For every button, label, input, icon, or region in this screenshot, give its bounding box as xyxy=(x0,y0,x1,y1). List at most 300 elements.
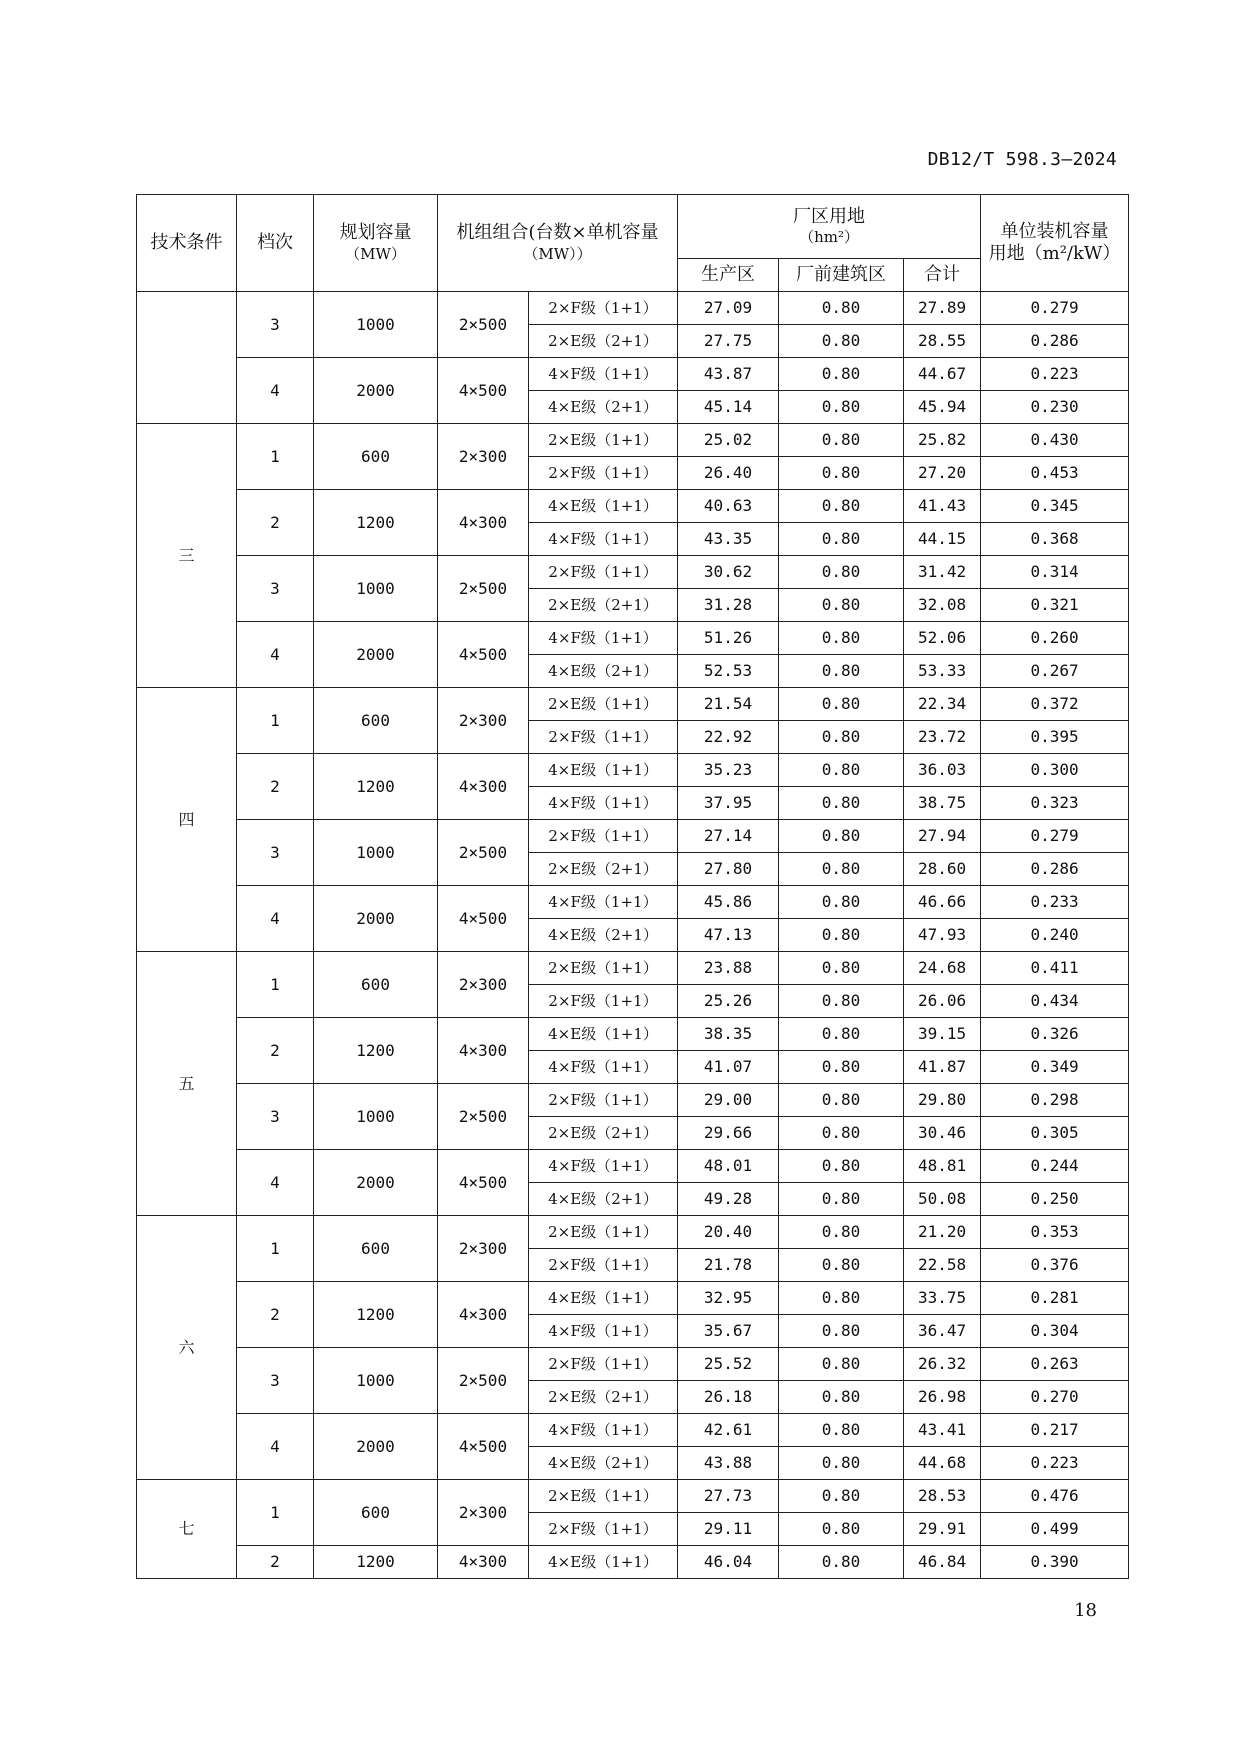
capacity-cell: 600 xyxy=(314,1480,438,1546)
total-area-cell: 48.81 xyxy=(904,1150,981,1183)
table-row xyxy=(137,1150,1129,1183)
unit-land-cell: 0.270 xyxy=(981,1381,1129,1414)
production-area-cell: 41.07 xyxy=(678,1051,779,1084)
unit-type-cell: 2×E级（2+1） xyxy=(529,1117,678,1150)
front-area-cell: 0.80 xyxy=(779,490,904,523)
capacity-cell: 1000 xyxy=(314,1348,438,1414)
tier-cell: 3 xyxy=(237,820,314,886)
production-area-cell: 27.75 xyxy=(678,325,779,358)
front-area-cell: 0.80 xyxy=(779,1216,904,1249)
combo-cell: 2×500 xyxy=(438,292,529,358)
unit-land-cell: 0.304 xyxy=(981,1315,1129,1348)
production-area-cell: 43.87 xyxy=(678,358,779,391)
capacity-cell: 1000 xyxy=(314,292,438,358)
total-area-cell: 41.43 xyxy=(904,490,981,523)
production-area-cell: 27.73 xyxy=(678,1480,779,1513)
total-area-cell: 44.68 xyxy=(904,1447,981,1480)
table-row xyxy=(137,1480,1129,1513)
unit-type-cell: 2×E级（1+1） xyxy=(529,952,678,985)
unit-land-cell: 0.286 xyxy=(981,853,1129,886)
combo-cell: 4×500 xyxy=(438,358,529,424)
production-area-cell: 45.86 xyxy=(678,886,779,919)
front-area-cell: 0.80 xyxy=(779,1150,904,1183)
production-area-cell: 21.54 xyxy=(678,688,779,721)
total-area-cell: 39.15 xyxy=(904,1018,981,1051)
tier-cell: 2 xyxy=(237,1546,314,1579)
unit-type-cell: 4×E级（1+1） xyxy=(529,1282,678,1315)
total-area-cell: 47.93 xyxy=(904,919,981,952)
header-production: 生产区 xyxy=(678,259,779,292)
header-combo xyxy=(438,195,678,292)
unit-type-cell: 2×F级（1+1） xyxy=(529,1513,678,1546)
total-area-cell: 26.98 xyxy=(904,1381,981,1414)
unit-land-cell: 0.434 xyxy=(981,985,1129,1018)
unit-land-cell: 0.217 xyxy=(981,1414,1129,1447)
combo-cell: 2×300 xyxy=(438,688,529,754)
header-total: 合计 xyxy=(904,259,981,292)
table-row xyxy=(137,1216,1129,1249)
combo-cell: 4×500 xyxy=(438,1414,529,1480)
table-row xyxy=(137,820,1129,853)
front-area-cell: 0.80 xyxy=(779,1513,904,1546)
unit-type-cell: 4×E级（2+1） xyxy=(529,1183,678,1216)
table-row xyxy=(137,424,1129,457)
unit-type-cell: 4×F级（1+1） xyxy=(529,622,678,655)
tier-cell: 4 xyxy=(237,886,314,952)
total-area-cell: 36.47 xyxy=(904,1315,981,1348)
unit-land-cell: 0.453 xyxy=(981,457,1129,490)
total-area-cell: 52.06 xyxy=(904,622,981,655)
total-area-cell: 28.53 xyxy=(904,1480,981,1513)
capacity-cell: 2000 xyxy=(314,358,438,424)
unit-land-cell: 0.372 xyxy=(981,688,1129,721)
front-area-cell: 0.80 xyxy=(779,1447,904,1480)
production-area-cell: 25.26 xyxy=(678,985,779,1018)
production-area-cell: 29.00 xyxy=(678,1084,779,1117)
capacity-cell: 2000 xyxy=(314,1150,438,1216)
unit-type-cell: 4×E级（1+1） xyxy=(529,1546,678,1579)
production-area-cell: 23.88 xyxy=(678,952,779,985)
total-area-cell: 27.89 xyxy=(904,292,981,325)
unit-type-cell: 2×E级（2+1） xyxy=(529,589,678,622)
tier-cell: 1 xyxy=(237,688,314,754)
tier-cell: 2 xyxy=(237,490,314,556)
front-area-cell: 0.80 xyxy=(779,1084,904,1117)
table-row xyxy=(137,1018,1129,1051)
tier-cell: 4 xyxy=(237,1150,314,1216)
unit-land-cell: 0.300 xyxy=(981,754,1129,787)
combo-cell: 4×500 xyxy=(438,886,529,952)
production-area-cell: 49.28 xyxy=(678,1183,779,1216)
header-unit-land xyxy=(981,195,1129,292)
production-area-cell: 31.28 xyxy=(678,589,779,622)
tier-cell: 1 xyxy=(237,424,314,490)
production-area-cell: 27.80 xyxy=(678,853,779,886)
unit-type-cell: 2×F级（1+1） xyxy=(529,1249,678,1282)
tier-cell: 1 xyxy=(237,1480,314,1546)
combo-cell: 4×300 xyxy=(438,1018,529,1084)
document-code: DB12/T 598.3—2024 xyxy=(927,149,1117,170)
header-combo-label: 机组组合(台数×单机容量 xyxy=(456,222,659,244)
unit-land-cell: 0.260 xyxy=(981,622,1129,655)
combo-cell: 2×500 xyxy=(438,820,529,886)
front-area-cell: 0.80 xyxy=(779,1480,904,1513)
header-tier: 档次 xyxy=(237,195,314,292)
header-capacity-label: 规划容量 xyxy=(339,222,412,244)
header-condition: 技术条件 xyxy=(137,195,237,292)
header-combo-unit: （MW）） xyxy=(523,244,592,263)
unit-type-cell: 4×F级（1+1） xyxy=(529,1315,678,1348)
production-area-cell: 29.66 xyxy=(678,1117,779,1150)
header-area-unit: （hm²） xyxy=(799,228,859,247)
combo-cell: 2×300 xyxy=(438,424,529,490)
tier-cell: 4 xyxy=(237,358,314,424)
total-area-cell: 38.75 xyxy=(904,787,981,820)
unit-type-cell: 2×F级（1+1） xyxy=(529,1084,678,1117)
table-row xyxy=(137,1282,1129,1315)
table-row xyxy=(137,1084,1129,1117)
unit-land-cell: 0.499 xyxy=(981,1513,1129,1546)
tier-cell: 3 xyxy=(237,1084,314,1150)
total-area-cell: 32.08 xyxy=(904,589,981,622)
front-area-cell: 0.80 xyxy=(779,919,904,952)
unit-type-cell: 2×E级（1+1） xyxy=(529,1480,678,1513)
total-area-cell: 26.06 xyxy=(904,985,981,1018)
front-area-cell: 0.80 xyxy=(779,688,904,721)
unit-land-cell: 0.244 xyxy=(981,1150,1129,1183)
production-area-cell: 30.62 xyxy=(678,556,779,589)
capacity-cell: 2000 xyxy=(314,1414,438,1480)
unit-land-cell: 0.263 xyxy=(981,1348,1129,1381)
unit-land-cell: 0.353 xyxy=(981,1216,1129,1249)
unit-land-cell: 0.298 xyxy=(981,1084,1129,1117)
front-area-cell: 0.80 xyxy=(779,325,904,358)
production-area-cell: 35.67 xyxy=(678,1315,779,1348)
unit-land-cell: 0.323 xyxy=(981,787,1129,820)
production-area-cell: 27.09 xyxy=(678,292,779,325)
unit-land-cell: 0.326 xyxy=(981,1018,1129,1051)
unit-land-cell: 0.305 xyxy=(981,1117,1129,1150)
total-area-cell: 43.41 xyxy=(904,1414,981,1447)
unit-land-cell: 0.368 xyxy=(981,523,1129,556)
total-area-cell: 33.75 xyxy=(904,1282,981,1315)
table-row xyxy=(137,1546,1129,1579)
table-row xyxy=(137,556,1129,589)
capacity-cell: 1200 xyxy=(314,754,438,820)
front-area-cell: 0.80 xyxy=(779,721,904,754)
unit-land-cell: 0.411 xyxy=(981,952,1129,985)
tier-cell: 4 xyxy=(237,622,314,688)
front-area-cell: 0.80 xyxy=(779,1315,904,1348)
unit-type-cell: 2×F级（1+1） xyxy=(529,556,678,589)
unit-type-cell: 4×E级（2+1） xyxy=(529,655,678,688)
front-area-cell: 0.80 xyxy=(779,424,904,457)
front-area-cell: 0.80 xyxy=(779,556,904,589)
capacity-cell: 1000 xyxy=(314,1084,438,1150)
production-area-cell: 26.40 xyxy=(678,457,779,490)
capacity-cell: 1200 xyxy=(314,1018,438,1084)
unit-type-cell: 2×F级（1+1） xyxy=(529,292,678,325)
front-area-cell: 0.80 xyxy=(779,1018,904,1051)
unit-type-cell: 4×E级（2+1） xyxy=(529,919,678,952)
capacity-cell: 600 xyxy=(314,1216,438,1282)
front-area-cell: 0.80 xyxy=(779,1249,904,1282)
front-area-cell: 0.80 xyxy=(779,457,904,490)
unit-type-cell: 4×F级（1+1） xyxy=(529,1414,678,1447)
combo-cell: 2×500 xyxy=(438,556,529,622)
total-area-cell: 30.46 xyxy=(904,1117,981,1150)
front-area-cell: 0.80 xyxy=(779,1414,904,1447)
front-area-cell: 0.80 xyxy=(779,655,904,688)
total-area-cell: 41.87 xyxy=(904,1051,981,1084)
land-use-table xyxy=(136,194,1129,1579)
unit-type-cell: 2×F级（1+1） xyxy=(529,457,678,490)
production-area-cell: 51.26 xyxy=(678,622,779,655)
front-area-cell: 0.80 xyxy=(779,1183,904,1216)
header-capacity-unit: （MW） xyxy=(345,244,406,263)
total-area-cell: 36.03 xyxy=(904,754,981,787)
unit-type-cell: 4×F级（1+1） xyxy=(529,787,678,820)
unit-type-cell: 2×F级（1+1） xyxy=(529,721,678,754)
condition-cell: 四 xyxy=(137,688,237,952)
unit-type-cell: 2×E级（1+1） xyxy=(529,688,678,721)
unit-land-cell: 0.286 xyxy=(981,325,1129,358)
unit-type-cell: 4×F级（1+1） xyxy=(529,886,678,919)
front-area-cell: 0.80 xyxy=(779,622,904,655)
total-area-cell: 46.66 xyxy=(904,886,981,919)
header-unit-land-label: 单位装机容量 xyxy=(1000,220,1109,242)
unit-land-cell: 0.279 xyxy=(981,820,1129,853)
table-row xyxy=(137,292,1129,325)
total-area-cell: 23.72 xyxy=(904,721,981,754)
production-area-cell: 46.04 xyxy=(678,1546,779,1579)
unit-land-cell: 0.250 xyxy=(981,1183,1129,1216)
unit-type-cell: 4×E级（2+1） xyxy=(529,1447,678,1480)
production-area-cell: 48.01 xyxy=(678,1150,779,1183)
total-area-cell: 22.34 xyxy=(904,688,981,721)
condition-cell: 三 xyxy=(137,424,237,688)
total-area-cell: 29.80 xyxy=(904,1084,981,1117)
unit-land-cell: 0.476 xyxy=(981,1480,1129,1513)
production-area-cell: 29.11 xyxy=(678,1513,779,1546)
production-area-cell: 20.40 xyxy=(678,1216,779,1249)
production-area-cell: 27.14 xyxy=(678,820,779,853)
unit-land-cell: 0.430 xyxy=(981,424,1129,457)
unit-type-cell: 2×E级（2+1） xyxy=(529,853,678,886)
condition-cell xyxy=(137,292,237,424)
production-area-cell: 26.18 xyxy=(678,1381,779,1414)
unit-type-cell: 4×E级（1+1） xyxy=(529,754,678,787)
header-unit-land-unit: 用地（m²/kW） xyxy=(988,243,1121,264)
table-row xyxy=(137,886,1129,919)
production-area-cell: 25.02 xyxy=(678,424,779,457)
total-area-cell: 44.67 xyxy=(904,358,981,391)
page-number: 18 xyxy=(1074,1600,1097,1621)
total-area-cell: 26.32 xyxy=(904,1348,981,1381)
front-area-cell: 0.80 xyxy=(779,787,904,820)
production-area-cell: 43.88 xyxy=(678,1447,779,1480)
tier-cell: 3 xyxy=(237,292,314,358)
production-area-cell: 22.92 xyxy=(678,721,779,754)
combo-cell: 4×300 xyxy=(438,1546,529,1579)
table-row xyxy=(137,688,1129,721)
total-area-cell: 27.20 xyxy=(904,457,981,490)
total-area-cell: 27.94 xyxy=(904,820,981,853)
front-area-cell: 0.80 xyxy=(779,853,904,886)
unit-land-cell: 0.395 xyxy=(981,721,1129,754)
condition-cell: 五 xyxy=(137,952,237,1216)
front-area-cell: 0.80 xyxy=(779,985,904,1018)
unit-type-cell: 4×F级（1+1） xyxy=(529,358,678,391)
table-body xyxy=(137,292,1129,1579)
condition-cell: 六 xyxy=(137,1216,237,1480)
total-area-cell: 25.82 xyxy=(904,424,981,457)
header-capacity xyxy=(314,195,438,292)
table-row xyxy=(137,952,1129,985)
capacity-cell: 600 xyxy=(314,952,438,1018)
unit-type-cell: 2×E级（2+1） xyxy=(529,325,678,358)
capacity-cell: 1200 xyxy=(314,1546,438,1579)
unit-land-cell: 0.321 xyxy=(981,589,1129,622)
production-area-cell: 21.78 xyxy=(678,1249,779,1282)
unit-land-cell: 0.314 xyxy=(981,556,1129,589)
unit-land-cell: 0.345 xyxy=(981,490,1129,523)
unit-land-cell: 0.233 xyxy=(981,886,1129,919)
unit-type-cell: 2×F级（1+1） xyxy=(529,985,678,1018)
production-area-cell: 38.35 xyxy=(678,1018,779,1051)
front-area-cell: 0.80 xyxy=(779,358,904,391)
total-area-cell: 21.20 xyxy=(904,1216,981,1249)
combo-cell: 4×500 xyxy=(438,622,529,688)
total-area-cell: 28.60 xyxy=(904,853,981,886)
combo-cell: 4×300 xyxy=(438,1282,529,1348)
combo-cell: 4×300 xyxy=(438,490,529,556)
production-area-cell: 42.61 xyxy=(678,1414,779,1447)
table-row xyxy=(137,1414,1129,1447)
total-area-cell: 45.94 xyxy=(904,391,981,424)
front-area-cell: 0.80 xyxy=(779,754,904,787)
total-area-cell: 31.42 xyxy=(904,556,981,589)
production-area-cell: 32.95 xyxy=(678,1282,779,1315)
production-area-cell: 35.23 xyxy=(678,754,779,787)
tier-cell: 1 xyxy=(237,1216,314,1282)
header-area-label: 厂区用地 xyxy=(793,205,866,227)
tier-cell: 4 xyxy=(237,1414,314,1480)
unit-land-cell: 0.240 xyxy=(981,919,1129,952)
front-area-cell: 0.80 xyxy=(779,1282,904,1315)
production-area-cell: 25.52 xyxy=(678,1348,779,1381)
combo-cell: 2×300 xyxy=(438,1216,529,1282)
combo-cell: 2×300 xyxy=(438,952,529,1018)
header-front: 厂前建筑区 xyxy=(779,259,904,292)
table-row xyxy=(137,1348,1129,1381)
tier-cell: 2 xyxy=(237,754,314,820)
table-row xyxy=(137,754,1129,787)
tier-cell: 1 xyxy=(237,952,314,1018)
tier-cell: 3 xyxy=(237,556,314,622)
production-area-cell: 45.14 xyxy=(678,391,779,424)
front-area-cell: 0.80 xyxy=(779,523,904,556)
tier-cell: 3 xyxy=(237,1348,314,1414)
front-area-cell: 0.80 xyxy=(779,1348,904,1381)
header-area xyxy=(678,195,981,259)
production-area-cell: 43.35 xyxy=(678,523,779,556)
unit-type-cell: 4×F级（1+1） xyxy=(529,1051,678,1084)
combo-cell: 4×300 xyxy=(438,754,529,820)
tier-cell: 2 xyxy=(237,1282,314,1348)
production-area-cell: 47.13 xyxy=(678,919,779,952)
table-row xyxy=(137,622,1129,655)
front-area-cell: 0.80 xyxy=(779,1381,904,1414)
capacity-cell: 1200 xyxy=(314,490,438,556)
front-area-cell: 0.80 xyxy=(779,589,904,622)
tier-cell: 2 xyxy=(237,1018,314,1084)
unit-land-cell: 0.349 xyxy=(981,1051,1129,1084)
production-area-cell: 52.53 xyxy=(678,655,779,688)
combo-cell: 4×500 xyxy=(438,1150,529,1216)
total-area-cell: 29.91 xyxy=(904,1513,981,1546)
front-area-cell: 0.80 xyxy=(779,1117,904,1150)
total-area-cell: 22.58 xyxy=(904,1249,981,1282)
total-area-cell: 24.68 xyxy=(904,952,981,985)
combo-cell: 2×300 xyxy=(438,1480,529,1546)
unit-type-cell: 4×E级（1+1） xyxy=(529,490,678,523)
total-area-cell: 44.15 xyxy=(904,523,981,556)
unit-land-cell: 0.281 xyxy=(981,1282,1129,1315)
unit-land-cell: 0.390 xyxy=(981,1546,1129,1579)
unit-type-cell: 4×E级（2+1） xyxy=(529,391,678,424)
total-area-cell: 46.84 xyxy=(904,1546,981,1579)
unit-land-cell: 0.230 xyxy=(981,391,1129,424)
capacity-cell: 1000 xyxy=(314,820,438,886)
total-area-cell: 50.08 xyxy=(904,1183,981,1216)
unit-land-cell: 0.376 xyxy=(981,1249,1129,1282)
capacity-cell: 2000 xyxy=(314,886,438,952)
front-area-cell: 0.80 xyxy=(779,886,904,919)
unit-type-cell: 2×E级（1+1） xyxy=(529,1216,678,1249)
front-area-cell: 0.80 xyxy=(779,292,904,325)
unit-type-cell: 2×F级（1+1） xyxy=(529,820,678,853)
unit-land-cell: 0.223 xyxy=(981,358,1129,391)
front-area-cell: 0.80 xyxy=(779,952,904,985)
unit-land-cell: 0.279 xyxy=(981,292,1129,325)
front-area-cell: 0.80 xyxy=(779,1546,904,1579)
front-area-cell: 0.80 xyxy=(779,1051,904,1084)
table-row xyxy=(137,358,1129,391)
condition-cell: 七 xyxy=(137,1480,237,1579)
unit-type-cell: 2×E级（1+1） xyxy=(529,424,678,457)
unit-type-cell: 2×E级（2+1） xyxy=(529,1381,678,1414)
unit-type-cell: 2×F级（1+1） xyxy=(529,1348,678,1381)
unit-type-cell: 4×F级（1+1） xyxy=(529,1150,678,1183)
unit-land-cell: 0.267 xyxy=(981,655,1129,688)
front-area-cell: 0.80 xyxy=(779,391,904,424)
capacity-cell: 600 xyxy=(314,424,438,490)
unit-land-cell: 0.223 xyxy=(981,1447,1129,1480)
production-area-cell: 37.95 xyxy=(678,787,779,820)
capacity-cell: 2000 xyxy=(314,622,438,688)
production-area-cell: 40.63 xyxy=(678,490,779,523)
combo-cell: 2×500 xyxy=(438,1348,529,1414)
total-area-cell: 28.55 xyxy=(904,325,981,358)
total-area-cell: 53.33 xyxy=(904,655,981,688)
capacity-cell: 1200 xyxy=(314,1282,438,1348)
capacity-cell: 600 xyxy=(314,688,438,754)
unit-type-cell: 4×F级（1+1） xyxy=(529,523,678,556)
capacity-cell: 1000 xyxy=(314,556,438,622)
unit-type-cell: 4×E级（1+1） xyxy=(529,1018,678,1051)
table-row xyxy=(137,490,1129,523)
